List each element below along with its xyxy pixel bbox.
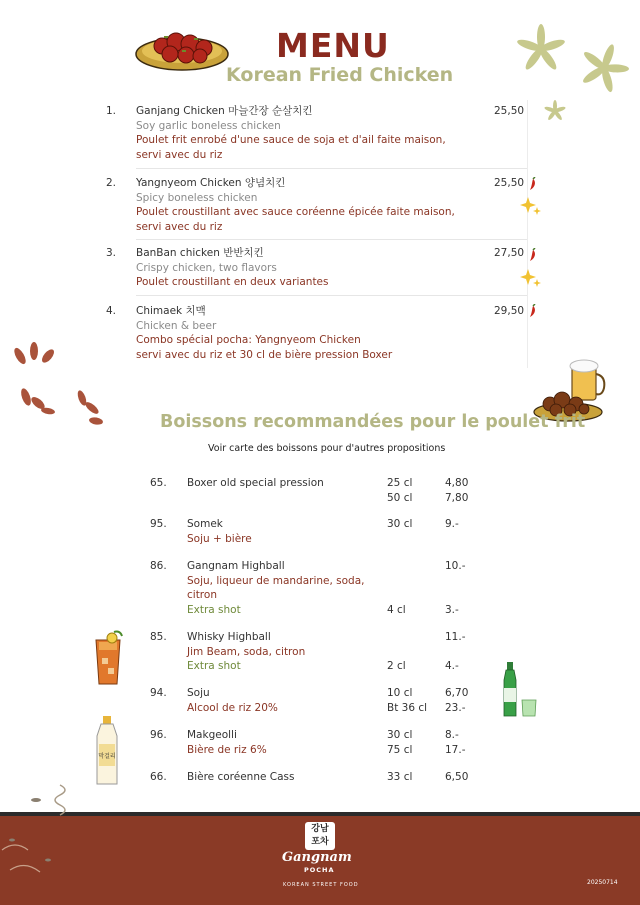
drink-extra: Extra shot (187, 660, 241, 672)
decorative-marks-icon (18, 385, 58, 417)
chili-pepper-icon (528, 177, 538, 191)
drink-price (445, 588, 485, 603)
drink-number: 95. (150, 518, 167, 530)
drink-price (445, 645, 485, 660)
leaf-icon (576, 40, 632, 96)
drinks-title: Boissons recommandées pour le poulet frit (160, 412, 586, 432)
tagline: KOREAN STREET FOOD (283, 882, 359, 888)
makgeolli-bottle-icon (92, 714, 122, 788)
drink-extra: Extra shot (187, 603, 241, 616)
drink-number: 85. (150, 631, 167, 643)
drink-volume: 10 cl (387, 687, 413, 699)
drink-volume (387, 588, 437, 603)
svg-text:막걸리: 막걸리 (98, 753, 116, 760)
chili-pepper-icon (528, 304, 538, 318)
item-name: BanBan chicken 반반치킨 (136, 247, 264, 259)
item-price: 25,50 (494, 177, 525, 189)
drink-price: 4.- (445, 660, 459, 672)
item-price: 29,50 (494, 305, 525, 317)
drink-desc: Bière de riz 6% (187, 743, 267, 756)
drink-number: 96. (150, 729, 167, 741)
drink-volume: 2 cl (387, 660, 406, 672)
drink-price: 9.- (445, 518, 459, 530)
drink-volume: 30 cl (387, 518, 413, 530)
decorative-marks-icon (74, 388, 106, 430)
drink-desc: Soju + bière (187, 532, 252, 545)
drink-name: Boxer old special pression (187, 477, 324, 489)
drink-desc: Jim Beam, soda, citron (187, 645, 306, 658)
drink-volume (387, 559, 437, 574)
drink-price: 3.- (445, 603, 459, 616)
drink-price: 10.- (445, 560, 466, 572)
drink-desc: Alcool de riz 20% (187, 701, 278, 714)
divider (136, 295, 528, 296)
divider (136, 239, 528, 240)
soju-bottle-icon (498, 660, 542, 718)
drinks-note: Voir carte des boissons pour d'autres propositions (208, 443, 446, 454)
item-desc-fr: servi avec du riz (136, 220, 223, 233)
item-desc-en: Crispy chicken, two flavors (136, 261, 277, 274)
version-code: 20250714 (587, 879, 618, 886)
item-name: Yangnyeom Chicken 양념치킨 (136, 177, 286, 189)
item-desc-en: Soy garlic boneless chicken (136, 119, 281, 132)
item-desc-fr: Poulet croustillant en deux variantes (136, 276, 329, 288)
drink-volume: Bt 36 cl (387, 701, 428, 714)
item-name: Chimaek 치맥 (136, 305, 206, 317)
item-desc-fr: Combo spécial pocha: Yangnyeom Chicken (136, 334, 361, 346)
drink-volume: 4 cl (387, 603, 406, 616)
drink-number: 66. (150, 771, 167, 783)
drink-price: 11.- (445, 631, 466, 643)
drink-volume: 50 cl (387, 491, 413, 504)
drink-volume: 75 cl (387, 743, 413, 756)
drink-name: Bière coréenne Cass (187, 771, 295, 783)
drink-volume: 30 cl (387, 729, 413, 741)
chili-pepper-icon (528, 248, 538, 262)
drink-volume: 25 cl (387, 477, 413, 489)
drink-volume (387, 574, 437, 589)
drink-number: 86. (150, 560, 167, 572)
drink-price: 17.- (445, 743, 466, 756)
decorative-marks-icon (12, 336, 60, 368)
drink-name: Somek (187, 518, 223, 530)
decorative-marks-icon (0, 780, 110, 890)
drink-price: 4,80 (445, 477, 469, 489)
iced-tea-glass-icon (92, 628, 124, 686)
drink-desc: citron (187, 589, 217, 601)
drink-price: 6,70 (445, 687, 469, 699)
item-desc-fr: servi avec du riz et 30 cl de bière pression Boxer (136, 348, 393, 361)
drink-desc: Soju, liqueur de mandarine, soda, (187, 574, 365, 587)
drink-name: Gangnam Highball (187, 560, 285, 572)
drink-price: 8.- (445, 729, 459, 741)
item-desc-fr: Poulet croustillant avec sauce coréenne épicée faite maison, (136, 206, 455, 218)
item-desc-fr: Poulet frit enrobé d'une sauce de soja et d'ail faite maison, (136, 134, 446, 146)
drink-name: Soju (187, 687, 210, 699)
item-number: 3. (106, 247, 117, 259)
item-number: 4. (106, 305, 117, 317)
leaf-icon (543, 99, 567, 123)
drink-price: 6,50 (445, 771, 469, 783)
drink-name: Whisky Highball (187, 631, 271, 643)
drink-volume (387, 645, 437, 660)
price-divider (527, 100, 528, 368)
brand-name: Gangnam (282, 850, 352, 865)
drink-volume (387, 630, 437, 645)
drink-volume: 33 cl (387, 771, 413, 783)
item-desc-fr: servi avec du riz (136, 148, 223, 161)
item-desc-en: Spicy boneless chicken (136, 191, 258, 204)
menu-title: MENU (276, 26, 390, 65)
sparkle-icon (520, 195, 542, 217)
item-desc-en: Chicken & beer (136, 319, 217, 332)
item-price: 25,50 (494, 105, 525, 117)
sparkle-icon (520, 267, 542, 289)
menu-subtitle: Korean Fried Chicken (226, 64, 454, 86)
divider (136, 168, 528, 169)
item-number: 2. (106, 177, 117, 189)
fried-chicken-plate-icon (134, 22, 232, 74)
brand-sub: POCHA (304, 866, 335, 874)
logo-text: 강남 포차 (311, 824, 329, 847)
logo (305, 822, 335, 850)
item-price: 27,50 (494, 247, 525, 259)
drink-price (445, 574, 485, 589)
item-name: Ganjang Chicken 마늘간장 순살치킨 (136, 105, 313, 117)
drink-name: Makgeolli (187, 729, 237, 741)
drink-number: 65. (150, 477, 167, 489)
leaf-icon (514, 22, 568, 76)
item-number: 1. (106, 105, 117, 117)
drink-number: 94. (150, 687, 167, 699)
drink-price: 7,80 (445, 491, 469, 504)
drink-price: 23.- (445, 701, 466, 714)
